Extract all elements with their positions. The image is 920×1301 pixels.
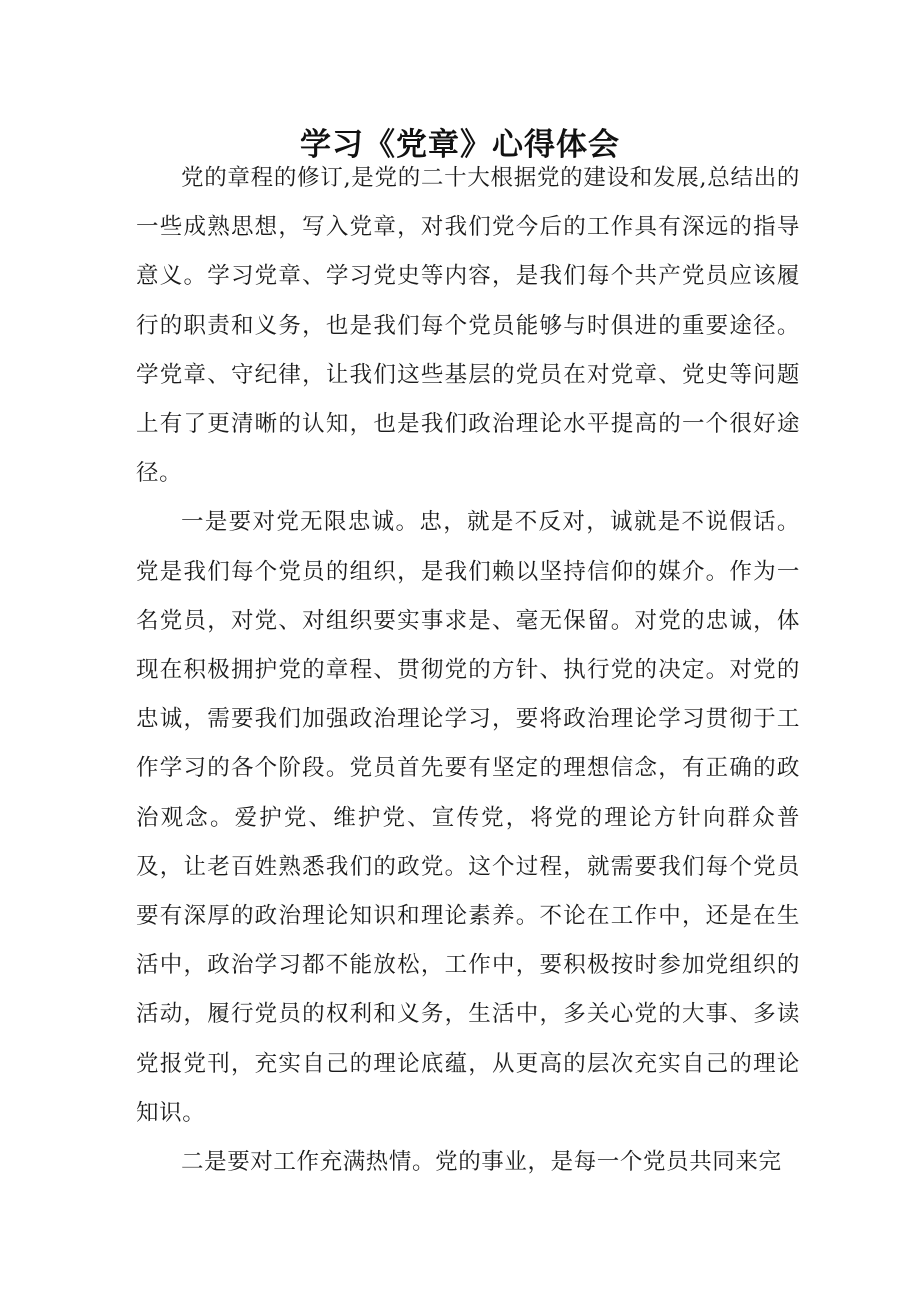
document-title: 学习《党章》心得体会 [300, 126, 620, 163]
paragraph-intro: 党的章程的修订,是党的二十大根据党的建设和发展,总结出的一些成熟思想，写入党章，对我们党今后的工作具有深远的指导意义。学习党章、学习党史等内容，是我们每个共产党员应该履行的职责和义务，也是我们每个党员能够与时俱进的重要途径。学党章、守纪律，让我们这些基层的党员在对党章、党史等问题上有了更清晰的认知，也是我们政治理论水平提高的一个很好途径。 [136, 165, 800, 487]
document-body [136, 154, 800, 1187]
paragraph-loyalty: 一是要对党无限忠诚。忠，就是不反对，诚就是不说假话。党是我们每个党员的组织，是我们赖以坚持信仰的媒介。作为一名党员，对党、对组织要实事求是、毫无保留。对党的忠诚，体现在积极拥护党的章程、贯彻党的方针、执行党的决定。对党的忠诚，需要我们加强政治理论学习，要将政治理论学习贯彻于工作学习的各个阶段。党员首先要有坚定的理想信念，有正确的政治观念。爱护党、维护党、宣传党，将党的理论方针向群众普及，让老百姓熟悉我们的政党。这个过程，就需要我们每个党员要有深厚的政治理论知识和理论素养。不论在工作中，还是在生活中，政治学习都不能放松，工作中，要积极按时参加党组织的活动，履行党员的权利和义务，生活中，多关心党的大事、多读党报党刊，充实自己的理论底蕴，从更高的层次充实自己的理论知识。 [136, 509, 800, 1126]
paragraph-enthusiasm: 二是要对工作充满热情。党的事业，是每一个党员共同来完 [181, 1149, 782, 1176]
